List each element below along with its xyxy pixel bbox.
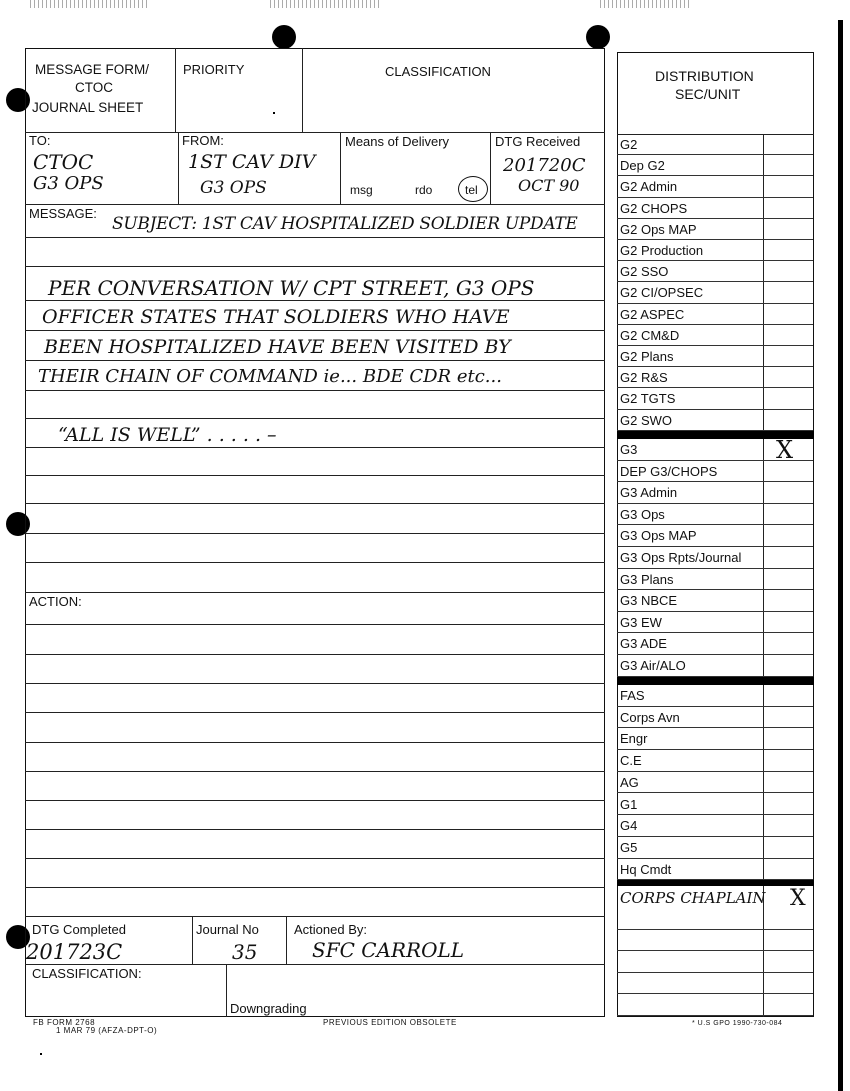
distribution-row (617, 772, 813, 794)
dtg-received-value-1: 201720C (503, 155, 586, 176)
distribution-row (617, 815, 813, 837)
distribution-row-label: AG (620, 774, 639, 790)
action-label: ACTION: (29, 594, 82, 609)
distribution-blank-row (617, 930, 813, 952)
dtg-completed-label: DTG Completed (32, 922, 126, 937)
message-label: MESSAGE: (29, 206, 97, 221)
dtg-received-value-2: OCT 90 (518, 176, 580, 195)
distribution-row (617, 569, 813, 591)
distribution-title-1: DISTRIBUTION (655, 68, 754, 84)
g3-check-mark: X (776, 436, 794, 464)
dtg-received-label: DTG Received (495, 134, 581, 149)
group-separator (617, 880, 814, 886)
distribution-blank-row (617, 951, 813, 973)
gpo-imprint: * U.S GPO 1990-730-084 (692, 1020, 783, 1027)
distribution-row-label: G2 SSO (620, 264, 669, 280)
distribution-row (617, 707, 813, 729)
actioned-by-label: Actioned By: (294, 922, 367, 937)
form-number: FB FORM 2768 (33, 1018, 96, 1027)
distribution-blank-row (617, 994, 813, 1016)
added-check-mark: X (790, 886, 806, 911)
distribution-blank-row (617, 908, 813, 930)
footer-classification-label: CLASSIFICATION: (32, 966, 142, 981)
distribution-row-label: G2 CI/OPSEC (620, 285, 704, 301)
previous-edition-note: PREVIOUS EDITION OBSOLETE (323, 1018, 457, 1027)
actioned-by-value: SFC CARROLL (312, 938, 465, 962)
distribution-row-label: G3 EW (620, 614, 662, 630)
means-tel: tel (465, 183, 478, 197)
distribution-row (617, 155, 813, 176)
distribution-row-label: G1 (620, 796, 638, 812)
distribution-row-label: G2 CHOPS (620, 200, 688, 216)
distribution-row (617, 388, 813, 409)
added-distribution-entry: CORPS CHAPLAIN (620, 889, 766, 907)
distribution-row-label: G2 Plans (620, 349, 674, 364)
to-label: TO: (29, 133, 51, 148)
distribution-row-label: Dep G2 (620, 158, 665, 174)
distribution-row-label: G3 Air/ALO (620, 658, 686, 673)
priority-label: PRIORITY (183, 62, 245, 77)
distribution-row (617, 685, 813, 707)
distribution-row (617, 750, 813, 772)
message-line: PER CONVERSATION W/ CPT STREET, G3 OPS (48, 276, 535, 300)
distribution-row-label: FAS (620, 688, 645, 703)
distribution-row (617, 198, 813, 219)
dtg-completed-value: 201723C (26, 940, 123, 964)
distribution-row-label: G2 ASPEC (620, 306, 685, 322)
classification-label: CLASSIFICATION (385, 64, 491, 79)
message-subject: SUBJECT: 1ST CAV HOSPITALIZED SOLDIER UPDATE (112, 214, 578, 234)
message-line: OFFICER STATES THAT SOLDIERS WHO HAVE (42, 306, 510, 328)
distribution-row (617, 728, 813, 750)
distribution-row-label: G2 (620, 137, 638, 152)
scan-dot (40, 1053, 42, 1055)
distribution-row (617, 134, 813, 155)
distribution-row-label: G2 Production (620, 243, 704, 258)
distribution-row-label: G2 Admin (620, 179, 678, 195)
form-date: 1 MAR 79 (AFZA-DPT-O) (56, 1026, 158, 1035)
distribution-row-label: G3 Ops Rpts/Journal (620, 550, 742, 565)
means-label: Means of Delivery (345, 134, 450, 149)
means-msg: msg (350, 183, 373, 197)
tel-circle-mark (458, 176, 488, 202)
scan-noise (270, 0, 380, 8)
distribution-row (617, 794, 813, 816)
journal-no-value: 35 (232, 940, 258, 964)
message-closing: “ALL IS WELL” . . . . . – (58, 424, 277, 446)
distribution-row-label: G3 Ops MAP (620, 528, 697, 544)
distribution-row-label: G2 R&S (620, 370, 668, 386)
distribution-row-label: Corps Avn (620, 709, 680, 725)
distribution-row-label: G3 Ops (620, 506, 665, 522)
distribution-row (617, 410, 813, 431)
distribution-row (617, 282, 813, 303)
distribution-row-label: G3 Admin (620, 485, 678, 501)
distribution-row-label: G5 (620, 839, 638, 855)
distribution-row-label: G3 (620, 442, 638, 457)
distribution-row (617, 655, 813, 677)
distribution-row-label: G4 (620, 818, 638, 834)
scan-noise (30, 0, 150, 8)
distribution-row-label: G2 TGTS (620, 391, 676, 407)
punch-hole (272, 25, 296, 49)
distribution-row (617, 367, 813, 388)
distribution-row-label: G2 CM&D (620, 327, 680, 343)
distribution-blank-row (617, 973, 813, 995)
distribution-row-label: G2 Ops MAP (620, 221, 697, 237)
scan-edge (838, 20, 843, 1091)
form-title-1: MESSAGE FORM/ (35, 62, 150, 77)
priority-dot (273, 112, 275, 114)
distribution-row (617, 859, 813, 881)
form-title-3: JOURNAL SHEET (32, 100, 144, 115)
to-value-1: CTOC (33, 150, 94, 174)
distribution-title-2: SEC/UNIT (675, 86, 741, 102)
means-rdo: rdo (415, 183, 433, 197)
distribution-row (617, 219, 813, 240)
distribution-row-label: Engr (620, 731, 648, 747)
distribution-row (617, 176, 813, 197)
to-value-2: G3 OPS (33, 173, 104, 194)
distribution-row-label: C.E (620, 753, 642, 769)
distribution-row (617, 346, 813, 367)
distribution-row (617, 612, 813, 634)
distribution-row (617, 325, 813, 346)
from-value-1: 1ST CAV DIV (188, 151, 316, 173)
punch-hole (586, 25, 610, 49)
from-value-2: G3 OPS (200, 178, 267, 198)
scan-noise (600, 0, 690, 8)
distribution-row (617, 504, 813, 526)
form-title-2: CTOC (75, 80, 114, 95)
distribution-row (617, 482, 813, 504)
distribution-row (617, 525, 813, 547)
distribution-row-label: G3 ADE (620, 636, 667, 652)
message-line: BEEN HOSPITALIZED HAVE BEEN VISITED BY (44, 336, 511, 358)
distribution-row (617, 590, 813, 612)
distribution-row (617, 304, 813, 325)
distribution-row (617, 261, 813, 282)
distribution-row-label: DEP G3/CHOPS (620, 463, 718, 479)
distribution-row (617, 633, 813, 655)
group-separator (617, 677, 814, 685)
distribution-row-label: G2 SWO (620, 412, 673, 428)
distribution-row (617, 837, 813, 859)
distribution-row-label: Hq Cmdt (620, 861, 672, 877)
from-label: FROM: (182, 133, 224, 148)
message-line: THEIR CHAIN OF COMMAND ie... BDE CDR etc... (38, 366, 502, 387)
distribution-row (617, 240, 813, 261)
downgrading-label: Downgrading (230, 1001, 307, 1016)
distribution-row-label: G3 NBCE (620, 593, 678, 609)
distribution-row (617, 547, 813, 569)
journal-no-label: Journal No (196, 922, 259, 937)
distribution-row-label: G3 Plans (620, 571, 674, 587)
